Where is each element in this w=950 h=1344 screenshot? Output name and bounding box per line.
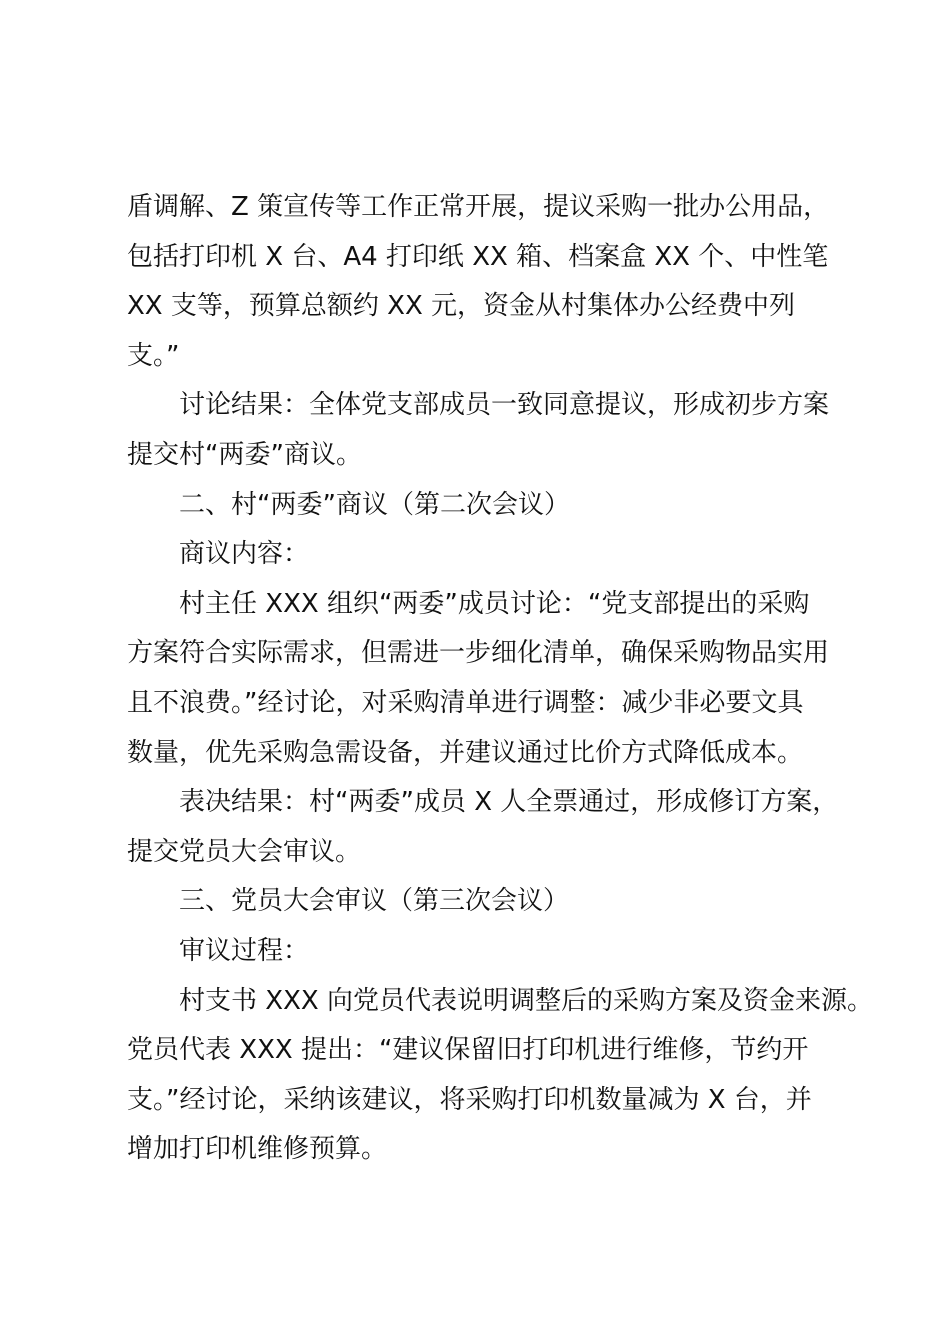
text-line: 增加打印机维修预算。 bbox=[127, 1134, 388, 1165]
text-line: 包括打印机 X 台、A4 打印纸 XX 箱、档案盒 XX 个、中性笔 bbox=[127, 241, 829, 272]
text-line: 讨论结果：全体党支部成员一致同意提议，形成初步方案 bbox=[179, 390, 830, 421]
paragraph-discussion-result bbox=[127, 381, 837, 480]
text-line: 且不浪费。”经讨论，对采购清单进行调整：减少非必要文具 bbox=[127, 687, 804, 718]
paragraph-consultation-content bbox=[127, 580, 837, 778]
section-heading: 三、党员大会审议（第三次会议） bbox=[179, 886, 570, 917]
paragraph-continued-proposal bbox=[127, 183, 837, 381]
text-line: 支。” bbox=[127, 340, 180, 371]
paragraph-review-label bbox=[127, 927, 837, 977]
text-line: 村主任 XXX 组织“两委”成员讨论：“党支部提出的采购 bbox=[179, 588, 810, 619]
text-line: XX 支等，预算总额约 XX 元，资金从村集体办公经费中列 bbox=[127, 291, 796, 322]
paragraph-consultation-label bbox=[127, 530, 837, 580]
text-line: 支。”经讨论，采纳该建议，将采购打印机数量减为 X 台，并 bbox=[127, 1084, 812, 1115]
text-line: 数量，优先采购急需设备，并建议通过比价方式降低成本。 bbox=[127, 737, 804, 768]
field-label: 审议过程： bbox=[179, 935, 310, 966]
text-line: 方案符合实际需求，但需进一步细化清单，确保采购物品实用 bbox=[127, 638, 830, 669]
section-two-heading bbox=[127, 481, 837, 531]
section-heading: 二、村“两委”商议（第二次会议） bbox=[179, 489, 570, 520]
field-label: 商议内容： bbox=[179, 539, 310, 570]
paragraph-vote-result bbox=[127, 778, 837, 877]
text-line: 提交党员大会审议。 bbox=[127, 836, 362, 867]
paragraph-review-content bbox=[127, 977, 873, 1175]
text-line: 党员代表 XXX 提出：“建议保留旧打印机进行维修，节约开 bbox=[127, 1035, 809, 1066]
section-three-heading bbox=[127, 877, 837, 927]
text-line: 村支书 XXX 向党员代表说明调整后的采购方案及资金来源。 bbox=[179, 985, 873, 1016]
text-line: 盾调解、Z 策宣传等工作正常开展，提议采购一批办公用品， bbox=[127, 192, 830, 222]
text-line: 提交村“两委”商议。 bbox=[127, 439, 362, 470]
text-line: 表决结果：村“两委”成员 X 人全票通过，形成修订方案， bbox=[179, 787, 839, 818]
document-body bbox=[127, 183, 873, 1175]
